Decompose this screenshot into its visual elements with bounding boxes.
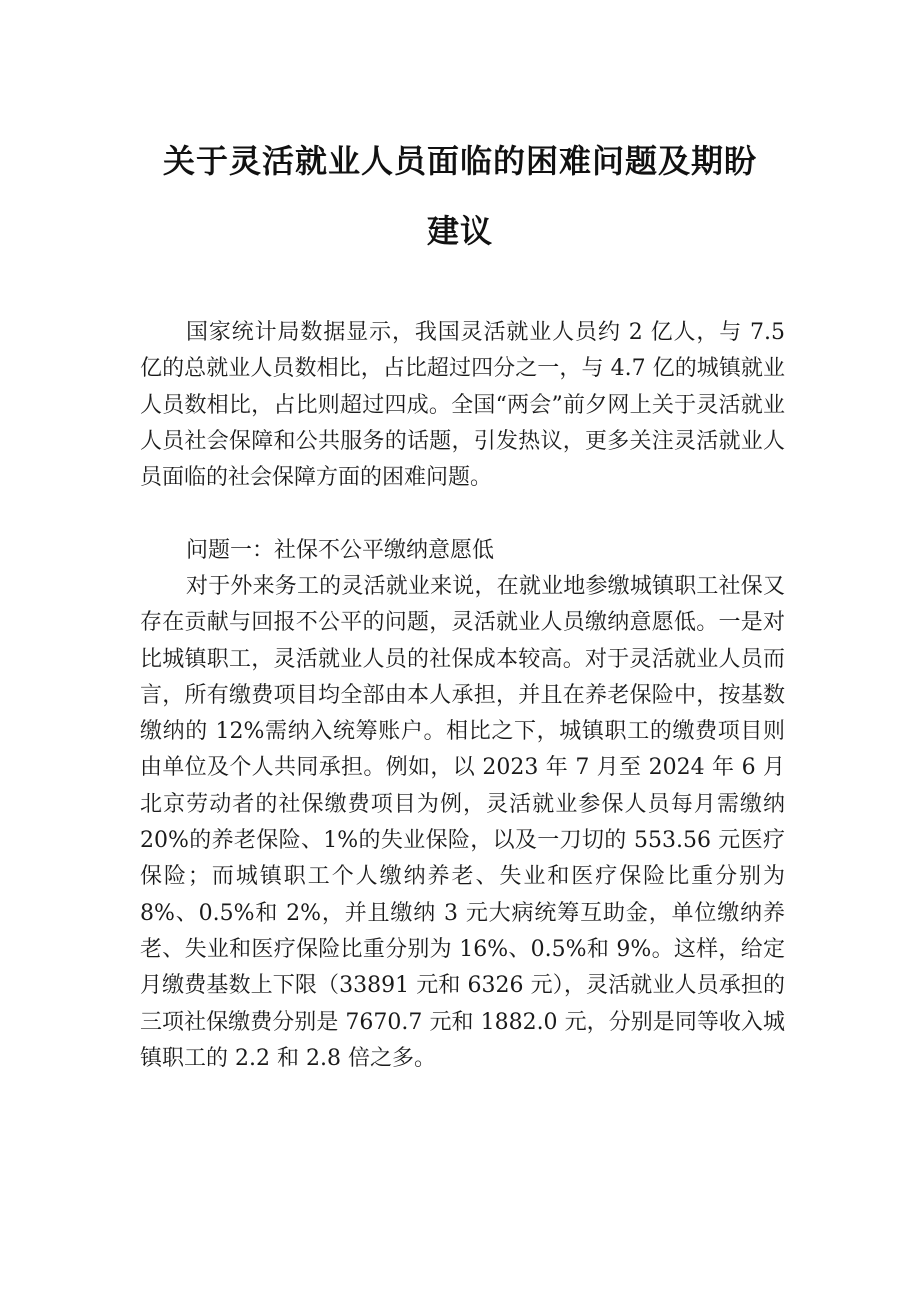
body-section-intro [140, 315, 785, 496]
body-section-heading [140, 533, 785, 569]
body-section-problem-one [140, 569, 785, 1077]
document-title-line-2: 建议 [426, 212, 493, 250]
paragraph-intro: 国家统计局数据显示，我国灵活就业人员约 2 亿人，与 7.5 亿的总就业人员数相比，占比超过四分之一，与 4.7 亿的城镇就业人员数相比，占比则超过四成。全国“两会”前夕网上关于灵活就业人员社会保障和公共服务的话题，引发热议，更多关注灵活就业人员面临的社会保障方面的困难问题。 [140, 320, 785, 491]
paragraph-problem-one-detail: 对于外来务工的灵活就业来说，在就业地参缴城镇职工社保又存在贡献与回报不公平的问题，灵活就业人员缴纳意愿低。一是对比城镇职工，灵活就业人员的社保成本较高。对于灵活就业人员而言，所有缴费项目均全部由本人承担，并且在养老保险中，按基数缴纳的 12%需纳入统筹账户。相比之下，城镇职工的缴费项目则由单位及个人共同承担。例如，以 2023 年 7 月至 2024 年 6 月北京劳动者的社保缴费项目为例，灵活就业参保人员每月需缴纳 20%的养老保险、1%的失业保险，以及一刀切的 553.56 元医疗保险；而城镇职工个人缴纳养老、失业和医疗保险比重分别为 8%、0.5%和 2%，并且缴纳 3 元大病统筹互助金，单位缴纳养老、失业和医疗保险比重分别为 16%、0.5%和 9%。这样，给定月缴费基数上下限（33891 元和 6326 元），灵活就业人员承担的三项社保缴费分别是 7670.7 元和 1882.0 元，分别是同等收入城镇职工的 2.2 和 2.8 倍之多。 [140, 574, 785, 1071]
document-title-line-1: 关于灵活就业人员面临的困难问题及期盼 [162, 142, 757, 180]
section-heading-problem-one: 问题一：社保不公平缴纳意愿低 [186, 538, 495, 563]
